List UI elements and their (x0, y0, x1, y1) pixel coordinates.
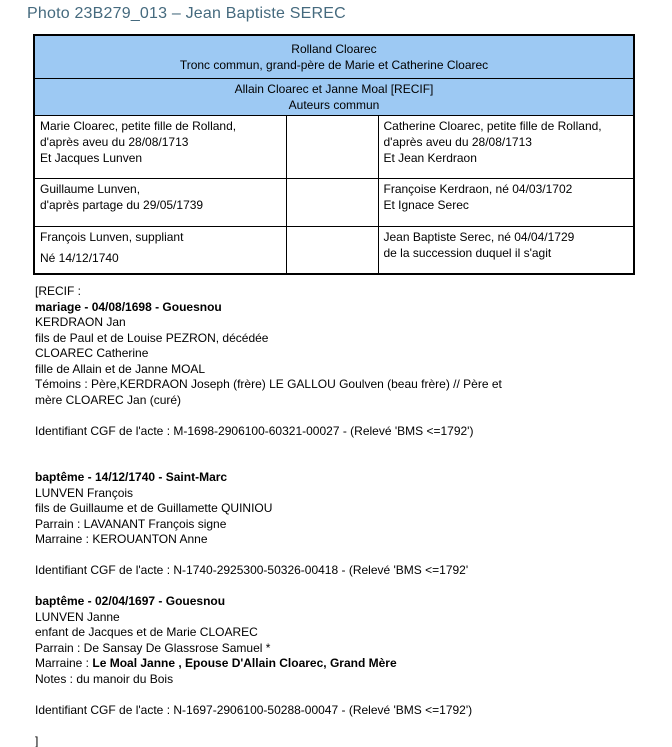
note-segment: LUNVEN Janne (35, 609, 120, 624)
note-line (35, 641, 660, 657)
table-cell-middle (286, 179, 378, 227)
cell-text-line: d'après partage du 29/05/1739 (40, 198, 204, 212)
note-line (35, 517, 660, 533)
table-row (34, 227, 634, 275)
note-line (35, 424, 660, 440)
table-body-rows (34, 116, 634, 275)
note-segment: KERDRAON Jan (35, 315, 126, 329)
cell-text-line: de la succession duquel il s'agit (383, 246, 552, 260)
cell-text-line: Catherine Cloarec, petite fille de Rolland, (383, 119, 602, 133)
cell-text-line: Marie Cloarec, petite fille de Rolland, (40, 119, 237, 133)
note-line (35, 470, 660, 486)
note-segment: mère CLOAREC Jan (curé) (35, 392, 182, 407)
recif-notes-block (35, 284, 660, 747)
note-segment-bold: mariage - 04/08/1698 - Gouesnou (35, 299, 222, 314)
note-line (35, 408, 660, 424)
note-segment-bold: Le Moal Janne , Epouse D'Allain Cloarec, Grand Mère (92, 656, 397, 670)
note-line (35, 300, 660, 316)
cell-text-line: Jean Baptiste Serec, né 04/04/1729 (383, 230, 575, 244)
note-line (35, 734, 660, 747)
note-line (35, 455, 660, 471)
note-line (35, 346, 660, 362)
table-cell-right (378, 179, 634, 227)
note-line (35, 532, 660, 548)
note-segment-bold: baptême - 02/04/1697 - Gouesnou (35, 594, 226, 608)
cell-text-line: Et Jean Kerdraon (383, 151, 477, 165)
note-line (35, 393, 660, 409)
cell-text-line: d'après aveu du 28/08/1713 (40, 135, 189, 149)
note-segment: ] (35, 733, 39, 747)
table-header-cell (34, 79, 634, 116)
page-title: Photo 23B279_013 – Jean Baptiste SEREC (27, 5, 346, 22)
table-header-line: Allain Cloarec et Janne Moal [RECIF] (234, 82, 434, 96)
note-line (35, 703, 660, 719)
note-line (35, 284, 660, 300)
cell-text-line: Françoise Kerdraon, né 04/03/1702 (383, 182, 573, 196)
note-segment: Parrain : LAVANANT François signe (35, 516, 227, 531)
table-cell-right (378, 116, 634, 179)
table-cell-left (34, 179, 286, 227)
table-row (34, 116, 634, 179)
table-cell-middle (286, 227, 378, 275)
table-header-cell (34, 35, 634, 79)
note-segment: enfant de Jacques et de Marie CLOAREC (35, 625, 258, 639)
table-cell-left (34, 116, 286, 179)
note-segment: Identifiant CGF de l'acte : M-1698-2906100-60321-00027 - (Relevé 'BMS <=1792') (35, 423, 474, 438)
note-line (35, 579, 660, 595)
table-header-line: Auteurs commun (288, 98, 380, 112)
note-line (35, 625, 660, 641)
table-header-row-2 (34, 79, 634, 116)
note-line (35, 672, 660, 688)
note-line (35, 687, 660, 703)
note-segment: Marraine : KEROUANTON Anne (35, 532, 208, 546)
table-row (34, 179, 634, 227)
cell-text-line: d'après aveu du 28/08/1713 (383, 135, 532, 149)
note-segment-bold: baptême - 14/12/1740 - Saint-Marc (35, 470, 228, 484)
cell-text-line: François Lunven, suppliant (40, 230, 184, 244)
note-line (35, 362, 660, 378)
note-segment: fils de Paul et de Louise PEZRON, décédée (35, 330, 269, 345)
note-segment: Parrain : De Sansay De Glassrose Samuel * (35, 640, 271, 655)
table-header-row-1 (34, 35, 634, 79)
cell-text-line: Guillaume Lunven, (40, 182, 141, 196)
note-segment: [RECIF : (35, 284, 82, 298)
cell-text-line: Et Ignace Serec (383, 198, 469, 212)
table-header-line: Rolland Cloarec (291, 42, 377, 56)
note-line (35, 331, 660, 347)
note-line (35, 315, 660, 331)
note-line (35, 486, 660, 502)
table-cell-middle (286, 116, 378, 179)
note-segment: Identifiant CGF de l'acte : N-1697-2906100-50288-00047 - (Relevé 'BMS <=1792') (35, 702, 473, 717)
table-cell-right (378, 227, 634, 275)
note-line (35, 718, 660, 734)
note-line (35, 563, 660, 579)
note-segment: CLOAREC Catherine (35, 346, 149, 360)
note-segment: Identifiant CGF de l'acte : N-1740-2925300-50326-00418 - (Relevé 'BMS <=1792' (35, 563, 469, 577)
cell-text-line: Né 14/12/1740 (40, 251, 119, 265)
genealogy-table (33, 34, 635, 275)
note-line (35, 501, 660, 517)
note-segment: Témoins : Père,KERDRAON Joseph (frère) LE GALLOU Goulven (beau frère) // Père et (35, 377, 502, 391)
note-line (35, 548, 660, 564)
note-line (35, 439, 660, 455)
note-segment: fille de Allain et de Janne MOAL (35, 361, 206, 376)
note-segment: Marraine : (35, 656, 93, 670)
table-header-rows (34, 35, 634, 116)
note-segment: Notes : du manoir du Bois (35, 671, 174, 686)
note-line (35, 610, 660, 626)
table-header-line: Tronc commun, grand-père de Marie et Catherine Cloarec (179, 58, 489, 72)
note-line (35, 656, 660, 672)
note-line (35, 377, 660, 393)
note-segment: LUNVEN François (35, 485, 134, 500)
cell-text-line: Et Jacques Lunven (40, 151, 143, 165)
note-line (35, 594, 660, 610)
note-segment: fils de Guillaume et de Guillamette QUINIOU (35, 501, 273, 515)
table-cell-left (34, 227, 286, 275)
